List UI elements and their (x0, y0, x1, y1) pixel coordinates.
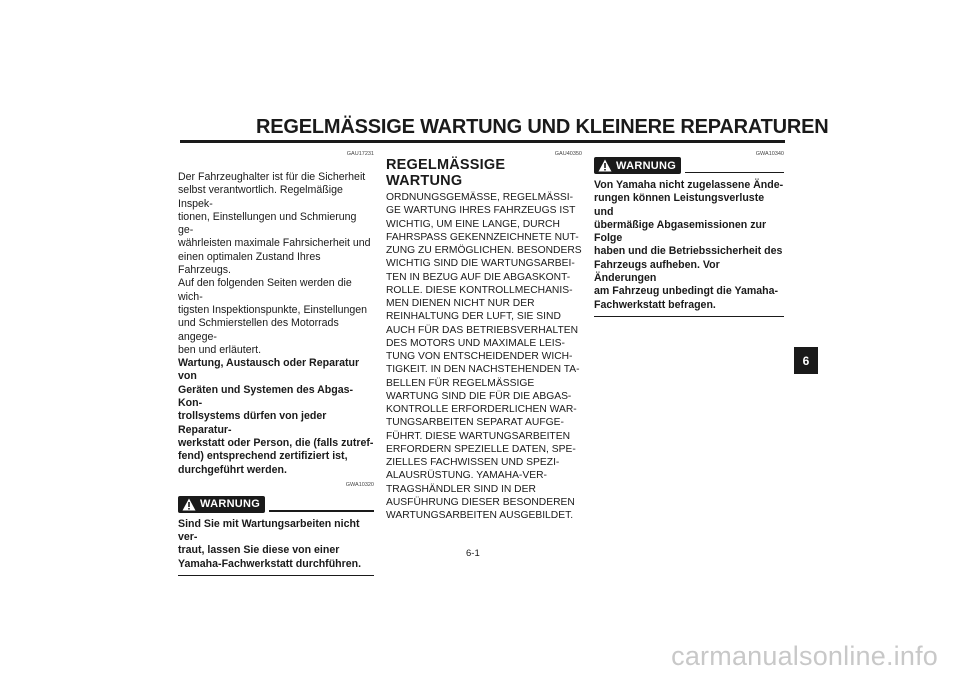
chapter-tab: 6 (794, 347, 818, 374)
page-number: 6-1 (466, 548, 480, 559)
column-intro (178, 150, 374, 576)
warning-code: GWA10320 (345, 481, 374, 488)
warning-label: WARNUNG (200, 498, 261, 511)
warning-text: Von Yamaha nicht zugelassene Ände- rungen können Leistungsverluste und übermäßige Abgasemissionen zur Folge haben und die Betriebssicherheit des Fahrzeugs aufheben. Vor Änderungen am Fahrzeug unbedingt die Yamaha- Fachwerkstatt befragen. (594, 179, 784, 311)
intro-paragraph: Der Fahrzeughalter ist für die Sicherheit selbst verantwortlich. Regelmäßige Inspek- tionen, Einstellungen und Schmierung ge- währleisten maximale Fahrsicherheit und einen optimalen Zustand Ihres Fahrzeugs. Auf den folgenden Seiten werden die wich- tigsten Inspektionspunkte, Einstellungen und Schmierstellen des Motorrads angege- ben und erläutert. (178, 171, 371, 356)
warning-triangle-icon (182, 498, 196, 511)
section-code: GAU40350 (554, 151, 582, 157)
page-title: REGELMÄSSIGE WARTUNG UND KLEINERE REPARATUREN (256, 116, 829, 138)
section-code: GAU17231 (346, 151, 374, 157)
warning-code: GWA10340 (755, 151, 784, 157)
warning-end-rule (178, 575, 374, 576)
warning-header (178, 495, 374, 513)
warning-triangle-icon (598, 159, 612, 172)
title-rule (180, 140, 785, 143)
column-maintenance (386, 150, 582, 522)
column-warning (594, 150, 784, 317)
warning-end-rule (594, 316, 784, 317)
warning-badge (178, 496, 265, 513)
maintenance-paragraph: ORDNUNGSGEMÄSSE, REGELMÄSSI- GE WARTUNG IHRES FAHRZEUGS IST WICHTIG, UM EINE LANGE, DURCH FAHRSPASS GEKENNZEICHNETE NUT- ZUNG ZU ERMÖGLICHEN. BESONDERS WICHTIG SIND DIE WARTUNGSARBEI- TEN IN BEZUG AUF DIE ABGASKONT- ROLLE. DIESE KONTROLLMECHANIS- MEN DIENEN NICHT NUR DER REINHALTUNG DER LUFT, SIE SIND AUCH FÜR DAS BETRIEBSVERHALTEN DES MOTORS UND MAXIMALE LEIS- TUNG VON ENTSCHEIDENDER WICH- TIGKEIT. IN DEN NACHSTEHENDEN TA- BELLEN FÜR REGELMÄSSIGE WARTUNG SIND DIE FÜR DIE ABGAS- KONTROLLE ERFORDERLICHEN WAR- TUNGSARBEITEN SEPARAT AUFGE- FÜHRT. DIESE WARTUNGSARBEITEN ERFORDERN SPEZIELLE DATEN, SPE- ZIELLES FACHWISSEN UND SPEZI- ALAUSRÜSTUNG. YAMAHA-VER- TRAGSHÄNDLER SIND IN DER AUSFÜHRUNG DIESER BESONDEREN WARTUNGSARBEITEN AUSGEBILDET. (386, 192, 582, 521)
warning-rule (269, 510, 374, 511)
section-heading: REGELMÄSSIGE WARTUNG (386, 157, 506, 189)
watermark: carmanualsonline.info (671, 641, 938, 671)
emission-paragraph: Wartung, Austausch oder Reparatur von Geräten und Systemen des Abgas-Kon- trollsystems dürfen von jeder Reparatur- werkstatt oder Person, die (falls zutref- fend) entsprechend zertifiziert ist, durchgeführt werden. (178, 357, 374, 476)
warning-badge (594, 157, 681, 174)
warning-rule (685, 172, 784, 173)
warning-text: Sind Sie mit Wartungsarbeiten nicht ver- traut, lassen Sie diese von einer Yamaha-Fachwerkstatt durchführen. (178, 517, 362, 570)
warning-label: WARNUNG (616, 159, 677, 172)
